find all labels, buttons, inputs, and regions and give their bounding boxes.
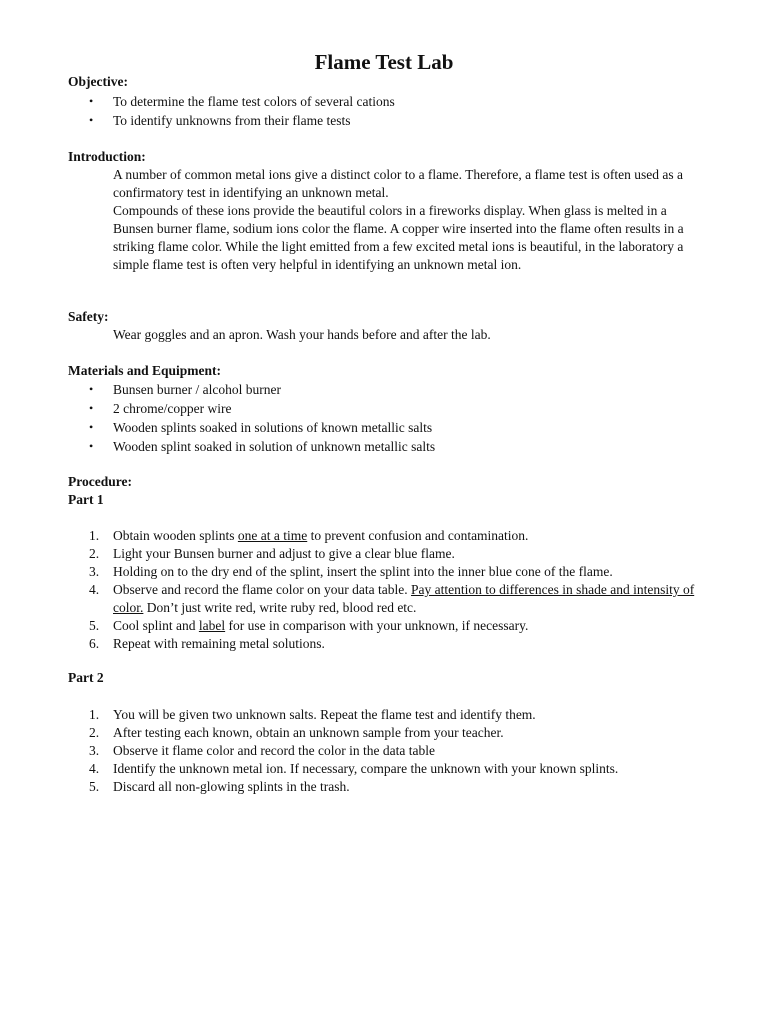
list-item: 4. Observe and record the flame color on your data table. Pay attention to differences in shade and intensity of color. Don’t just write red, write ruby red, blood red etc. xyxy=(89,582,695,615)
bullet-icon: • xyxy=(89,113,94,127)
step-number: 6. xyxy=(89,636,100,651)
list-item: 5. Discard all non-glowing splints in the trash. xyxy=(89,779,350,794)
introduction-text xyxy=(113,166,703,274)
introduction-heading: Introduction: xyxy=(68,149,146,164)
materials-list xyxy=(68,380,668,456)
list-item: 3. Holding on to the dry end of the splint, insert the splint into the inner blue cone of the flame. xyxy=(89,564,613,579)
list-item: 4. Identify the unknown metal ion. If necessary, compare the unknown with your known splints. xyxy=(89,761,619,776)
list-item: 2. Light your Bunsen burner and adjust to give a clear blue flame. xyxy=(89,546,455,561)
introduction-paragraph: A number of common metal ions give a distinct color to a flame. Therefore, a flame test is often used as a confirmatory test in identifying an unknown metal. xyxy=(113,167,683,200)
step-number: 5. xyxy=(89,618,100,633)
list-item: 2. After testing each known, obtain an unknown sample from your teacher. xyxy=(89,725,504,740)
step-number: 1. xyxy=(89,528,100,543)
materials-heading: Materials and Equipment: xyxy=(68,363,222,378)
page-title: Flame Test Lab xyxy=(314,50,454,74)
list-item: 3. Observe it flame color and record the color in the data table xyxy=(89,743,435,758)
list-item: • Bunsen burner / alcohol burner xyxy=(89,382,281,397)
list-item: 1. Obtain wooden splints one at a time to prevent confusion and contamination. xyxy=(89,528,529,543)
underlined-text: label xyxy=(198,618,226,633)
safety-text: Wear goggles and an apron. Wash your hands before and after the lab. xyxy=(113,327,491,342)
step-number: 4. xyxy=(89,761,100,776)
list-item: • To determine the flame test colors of several cations xyxy=(89,94,395,109)
bullet-icon: • xyxy=(89,401,94,415)
bullet-icon: • xyxy=(89,420,94,434)
step-number: 3. xyxy=(89,743,100,758)
step-number: 2. xyxy=(89,546,100,561)
underlined-text: Pay attention to differences in shade and intensity of color. xyxy=(113,582,695,615)
objective-heading: Objective: xyxy=(68,74,128,89)
bullet-icon: • xyxy=(89,439,94,453)
list-item: 5. Cool splint and label for use in comparison with your unknown, if necessary. xyxy=(89,618,529,633)
bullet-icon: • xyxy=(89,382,94,396)
step-number: 2. xyxy=(89,725,100,740)
part2-steps xyxy=(68,706,708,796)
list-item: • Wooden splints soaked in solutions of known metallic salts xyxy=(89,420,433,435)
safety-heading: Safety: xyxy=(68,309,109,324)
step-number: 4. xyxy=(89,582,100,597)
bullet-icon: • xyxy=(89,94,94,108)
list-item: • 2 chrome/copper wire xyxy=(89,401,232,416)
list-item: • Wooden splint soaked in solution of unknown metallic salts xyxy=(89,439,436,454)
objective-list xyxy=(68,92,668,130)
part1-steps xyxy=(68,527,708,653)
part1-heading: Part 1 xyxy=(68,492,104,507)
step-number: 5. xyxy=(89,779,100,794)
underlined-text: one at a time xyxy=(237,528,308,543)
step-number: 1. xyxy=(89,707,100,722)
procedure-heading: Procedure: xyxy=(68,474,132,489)
list-item: 1. You will be given two unknown salts. Repeat the flame test and identify them. xyxy=(89,707,536,722)
introduction-paragraph: Compounds of these ions provide the beautiful colors in a fireworks display. When glass is melted in a Bunsen burner flame, sodium ions color the flame. A copper wire inserted into the flame often results in a striking flame color. While the light emitted from a few excited metal ions is beautiful, in the laboratory a simple flame test is often very helpful in identifying an unknown metal ion. xyxy=(113,203,684,272)
list-item: • To identify unknowns from their flame tests xyxy=(89,113,351,128)
step-number: 3. xyxy=(89,564,100,579)
part2-heading: Part 2 xyxy=(68,670,104,685)
list-item: 6. Repeat with remaining metal solutions. xyxy=(89,636,325,651)
